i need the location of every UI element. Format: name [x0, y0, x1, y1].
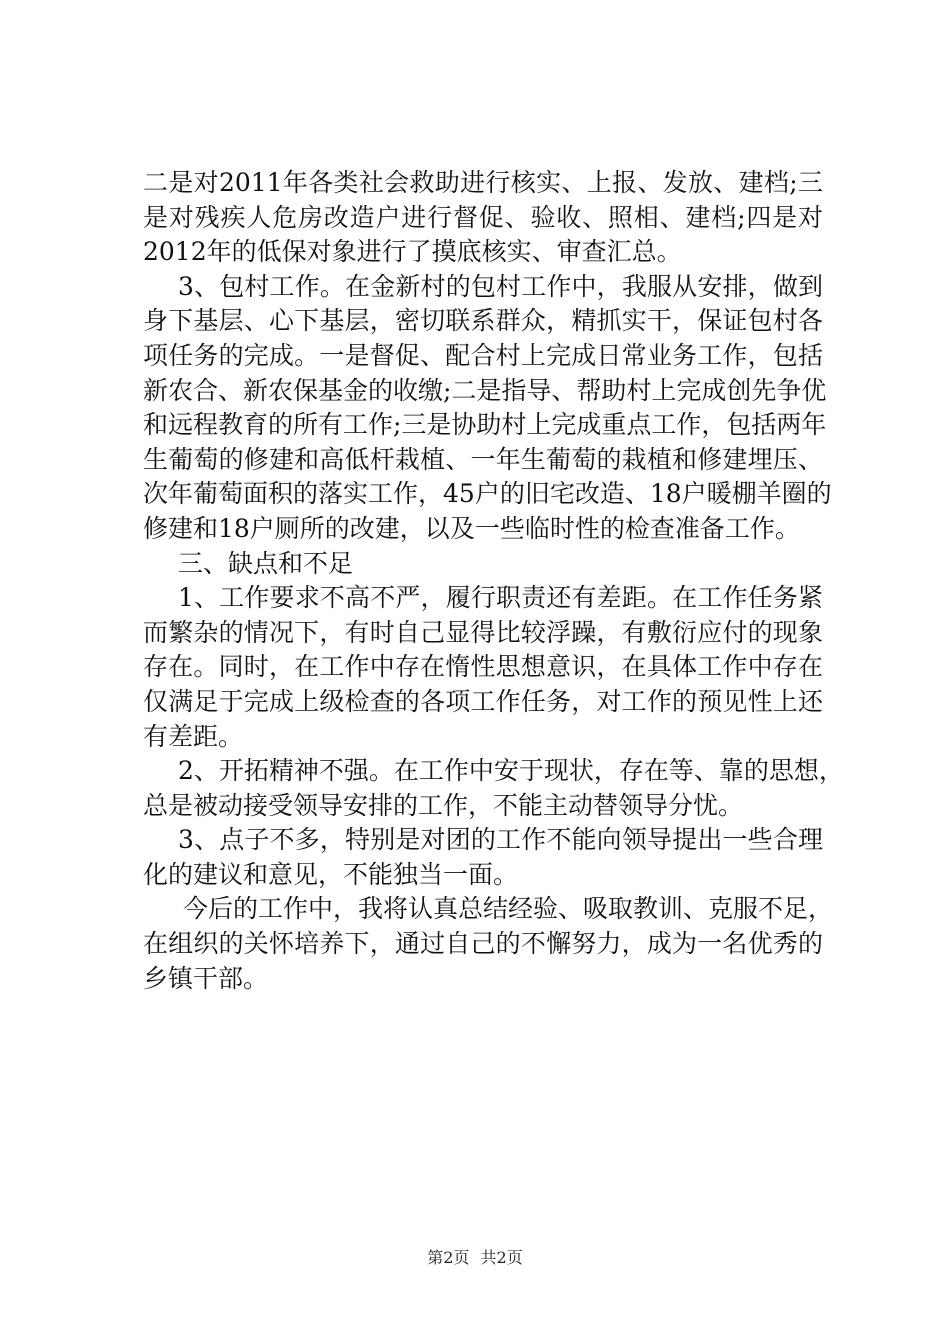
text-line: 2012年的低保对象进行了摸底核实、审查汇总。 [143, 237, 682, 267]
text-line: 次年葡萄面积的落实工作，45户的旧宅改造、18户暖棚羊圈的 [143, 479, 832, 509]
page-number: 第2页 [427, 1248, 470, 1267]
text-line: 在组织的关怀培养下，通过自己的不懈努力，成为一名优秀的 [143, 929, 823, 959]
paragraph-start-line: 1、工作要求不高不严，履行职责还有差距。在工作任务紧 [178, 583, 823, 613]
text-line: 仅满足于完成上级检查的各项工作任务，对工作的预见性上还 [143, 686, 823, 716]
text-line: 存在。同时，在工作中存在惰性思想意识，在具体工作中存在 [143, 652, 823, 682]
page-footer [0, 1245, 950, 1268]
text-line: 而繁杂的情况下，有时自己显得比较浮躁，有敷衍应付的现象 [143, 617, 823, 647]
paragraph-start-line: 2、开拓精神不强。在工作中安于现状，存在等、靠的思想， [178, 756, 844, 786]
text-line: 二是对2011年各类社会救助进行核实、上报、发放、建档;三 [143, 168, 823, 197]
paragraph-start-line: 今后的工作中，我将认真总结经验、吸取教训、克服不足， [183, 894, 834, 924]
text-line: 修建和18户厕所的改建，以及一些临时性的检查准备工作。 [143, 513, 800, 543]
text-line: 身下基层、心下基层，密切联系群众，精抓实干，保证包村各 [143, 306, 823, 336]
section-heading: 三、缺点和不足 [178, 548, 354, 578]
text-line: 项任务的完成。一是督促、配合村上完成日常业务工作，包括 [143, 340, 823, 370]
text-line: 生葡萄的修建和高低杆栽植、一年生葡萄的栽植和修建埋压、 [143, 444, 823, 474]
page-total: 共2页 [480, 1248, 523, 1267]
text-line: 是对残疾人危房改造户进行督促、验收、照相、建档;四是对 [143, 202, 823, 232]
text-line: 新农合、新农保基金的收缴;二是指导、帮助村上完成创先争优 [143, 375, 827, 405]
text-line: 化的建议和意见，不能独当一面。 [143, 859, 519, 889]
text-line: 乡镇干部。 [143, 963, 269, 993]
document-body [143, 166, 844, 996]
paragraph-start-line: 3、包村工作。在金新村的包村工作中，我服从安排，做到 [178, 271, 823, 301]
text-line: 总是被动接受领导安排的工作，不能主动替领导分忧。 [143, 790, 744, 820]
text-line: 有差距。 [143, 721, 244, 751]
paragraph-start-line: 3、点子不多，特别是对团的工作不能向领导提出一些合理 [178, 825, 823, 855]
text-line: 和远程教育的所有工作;三是协助村上完成重点工作，包括两年 [143, 410, 827, 440]
